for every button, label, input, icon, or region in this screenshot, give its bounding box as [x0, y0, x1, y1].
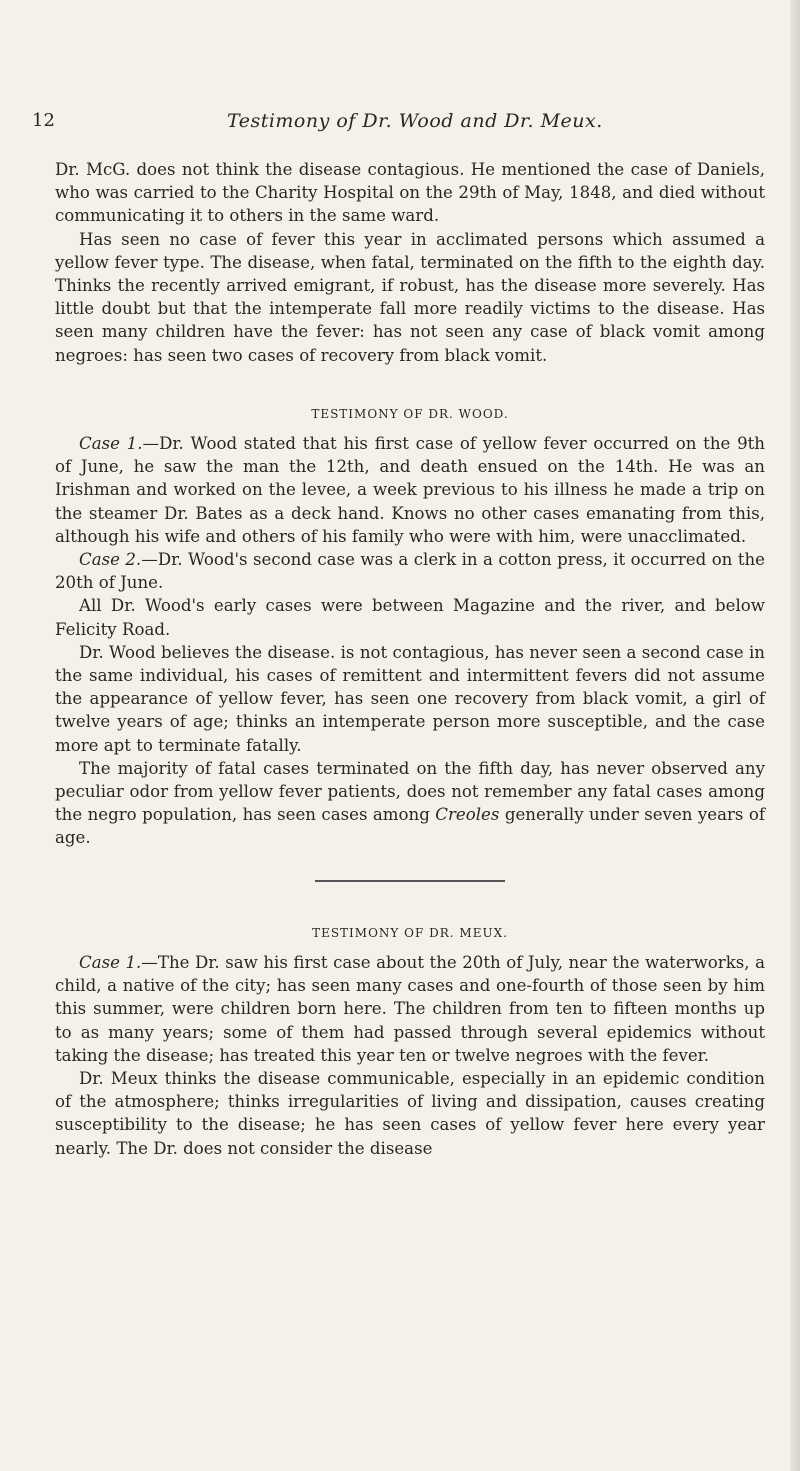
meux-paragraph-2: Dr. Meux thinks the disease communicable, especially in an epidemic condition of the atmosphere; thinks irregularities of living and dissipation, causes creating susceptibility to the disease; he has seen cases of yellow fever here every year nearly. The Dr. does not consider the disease [55, 1068, 765, 1158]
wood-case-2 [55, 548, 765, 594]
paragraph-text: The majority of fatal cases terminated on the fifth day, has never observed any peculiar odor from yellow fever patients, does not remember any fatal cases among the negro population, has seen cases among [55, 758, 765, 825]
case-label: Case 1. [79, 952, 142, 972]
case-text: —Dr. Wood's second case was a clerk in a cotton press, it occurred on the 20th of June. [55, 550, 765, 593]
paragraph-end: generally under seven years of age. [55, 805, 766, 848]
case-text: —The Dr. saw his first case about the 20th of July, near the waterworks, a child, a native of the city; has seen many cases and one-fourth of those seen by him this summer, were children born here. The children from ten to fifteen months up to as many years; some of them had passed through several epidemics without taking the disease; has treated this year ten or twelve negroes with the fever. [55, 952, 765, 1065]
case-label: Case 2. [79, 550, 142, 570]
section-divider [315, 880, 505, 882]
wood-paragraph-4: Dr. Wood believes the disease. is not contagious, has never seen a second case in the same individual, his cases of remittent and intermittent fevers did not assume the appearance of yellow fever, has seen one recovery from black vomit, a girl of twelve years of age; thinks an intemperate person more susceptible, and the case more apt to terminate fatally. [55, 642, 765, 755]
italic-word: Creoles [435, 805, 500, 825]
wood-paragraph-5 [55, 757, 765, 850]
page-number: 12 [32, 110, 55, 131]
meux-case-1 [55, 951, 765, 1067]
intro-paragraph-1: Dr. McG. does not think the disease contagious. He mentioned the case of Daniels, who was carried to the Charity Hospital on the 29th of May, 1848, and died without communicating it to others in the same ward. [55, 160, 765, 226]
case-label: Case 1. [79, 434, 143, 454]
body-text [55, 158, 765, 1160]
section-heading-wood: TESTIMONY OF DR. WOOD. [311, 406, 509, 421]
case-text: —Dr. Wood stated that his first case of yellow fever occurred on the 9th of June, he saw the man the 12th, and death ensued on the 14th. He was an Irishman and worked on the levee, a week previous to his illness he made a trip on the steamer Dr. Bates as a deck hand. Knows no other cases emanating from this, although his wife and others of his family who were with him, were unacclimated. [55, 434, 765, 546]
intro-paragraph-2: Has seen no case of fever this year in acclimated persons which assumed a yellow fever type. The disease, when fatal, terminated on the fifth to the eighth day. Thinks the recently arrived emigrant, if robust, has the disease more severely. Has little doubt but that the intemperate fall more readily victims to the disease. Has seen many children have the fever: has not seen any case of black vomit among negroes: has seen two cases of recovery from black vomit. [55, 229, 765, 365]
wood-paragraph-3: All Dr. Wood's early cases were between Magazine and the river, and below Felicity Road. [55, 596, 765, 639]
page-edge [790, 0, 800, 1471]
running-title: Testimony of Dr. Wood and Dr. Meux. [227, 110, 603, 132]
section-heading-meux: TESTIMONY OF DR. MEUX. [312, 925, 508, 940]
running-head [32, 110, 732, 140]
wood-case-1 [55, 432, 765, 548]
